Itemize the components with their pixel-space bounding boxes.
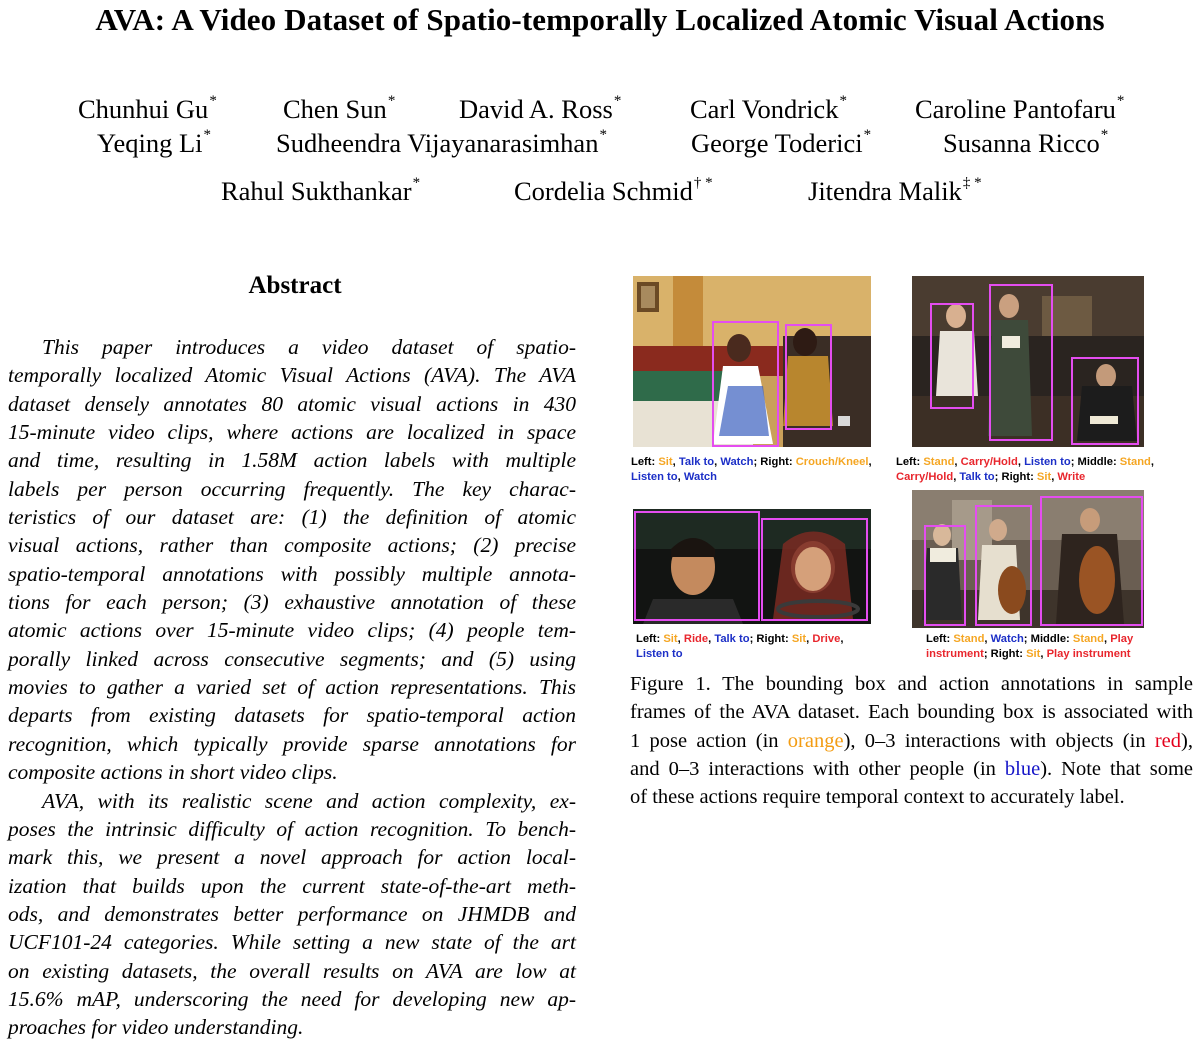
abstract-line: dataset densely annotates 80 atomic visual actions in 430: [8, 391, 576, 416]
caption-segment: ,: [1040, 647, 1047, 660]
author-name: Chunhui Gu*: [78, 93, 217, 124]
figure-caption-line: [630, 783, 1193, 811]
author-name: Susanna Ricco*: [943, 127, 1109, 158]
author-name: Carl Vondrick*: [690, 93, 847, 124]
caption-segment: Left:: [636, 633, 664, 645]
affiliation-mark: *: [1116, 93, 1125, 109]
caption-segment: Watch: [720, 456, 754, 468]
caption-segment: Talk to: [678, 456, 715, 468]
abstract-line: teristics of our dataset are: (1) the definition of atomic: [8, 505, 576, 530]
bounding-box: [924, 525, 966, 626]
figure-panel-4-image: [912, 490, 1144, 628]
panel-caption-line: [631, 455, 872, 470]
abstract-line: temporally localized Atomic Visual Actions (AVA). The AVA: [8, 363, 576, 388]
bounding-box: [975, 505, 1032, 626]
figure-panel-2-image: [912, 276, 1144, 447]
caption-segment: ),: [1181, 729, 1193, 752]
abstract-line: mark this, we present a novel approach for action local-: [8, 845, 576, 870]
caption-segment: Ride: [683, 633, 709, 645]
caption-segment: ; Right:: [983, 647, 1027, 660]
caption-segment: Listen to: [636, 647, 683, 660]
caption-segment: ; Right:: [753, 456, 796, 468]
caption-segment: ,: [714, 456, 721, 468]
caption-segment: ,: [806, 633, 813, 645]
author-name: Jitendra Malik‡ *: [808, 175, 982, 206]
caption-segment: Sit: [791, 633, 807, 645]
figure-caption-line: [630, 755, 1193, 783]
caption-segment: Crouch/Kneel: [795, 456, 869, 468]
caption-segment: ), 0–3 interactions with objects (in: [843, 729, 1155, 752]
author-name: Chen Sun*: [283, 93, 396, 124]
affiliation-mark: *: [203, 127, 212, 143]
affiliation-mark: *: [599, 127, 607, 143]
author-name: Cordelia Schmid† *: [514, 175, 713, 206]
caption-segment: Talk to: [714, 633, 750, 645]
panel-2-caption: [896, 455, 1154, 484]
bounding-box: [712, 321, 779, 447]
abstract-line: 15.6% mAP, underscoring the need for developing new ap-: [8, 986, 576, 1011]
affiliation-mark: ‡ *: [962, 175, 982, 191]
affiliation-mark: *: [209, 93, 217, 109]
caption-segment: Figure 1. The bounding box and action annotations in sample: [630, 673, 1193, 695]
caption-segment: ,: [840, 633, 844, 645]
caption-segment: ,: [1103, 633, 1111, 645]
affiliation-mark: *: [387, 93, 396, 109]
bounding-box: [930, 303, 974, 409]
caption-segment: Left:: [896, 456, 924, 468]
caption-segment: instrument: [926, 647, 984, 660]
bounding-box: [761, 518, 868, 621]
panel-caption-line: [896, 470, 1154, 485]
bounding-box: [989, 284, 1053, 441]
abstract-body: [8, 333, 576, 1042]
caption-segment: ,: [1017, 456, 1025, 468]
caption-segment: Carry/Hold: [960, 456, 1018, 468]
abstract-line: porally linked across consecutive segments; and (5) using: [8, 646, 576, 671]
caption-segment: Left:: [926, 633, 954, 645]
panel-caption-line: [636, 647, 843, 662]
caption-segment: Stand: [1072, 633, 1104, 645]
bounding-box: [634, 511, 760, 621]
author-row-1: [0, 94, 1200, 130]
panel-caption-line: [926, 647, 1133, 662]
abstract-line: departs from existing datasets for spatio-temporal action: [8, 703, 576, 728]
author-row-2: [0, 128, 1200, 164]
abstract-heading: Abstract: [248, 272, 342, 299]
caption-segment: Carry/Hold: [896, 470, 954, 483]
caption-segment: Left:: [631, 456, 659, 468]
abstract-line: and time, resulting in 1.58M action labels with multiple: [8, 448, 576, 473]
figure-panel-3-image: [633, 509, 871, 624]
bounding-box: [1071, 357, 1139, 445]
abstract-line: 15-minute video clips, where actions are localized in space: [8, 420, 576, 445]
figure-1-caption: [630, 670, 1193, 811]
caption-segment: Stand: [1119, 456, 1151, 468]
figure-panel-1-image: [633, 276, 871, 447]
caption-segment: ; Right:: [994, 470, 1037, 483]
panel-caption-line: [926, 632, 1133, 647]
caption-segment: ,: [954, 456, 961, 468]
panel-1-caption: [631, 455, 872, 484]
panel-caption-line: [636, 632, 843, 647]
caption-segment: ,: [1150, 456, 1154, 468]
caption-segment: Sit: [658, 456, 673, 468]
caption-segment: ,: [868, 456, 872, 468]
abstract-line: atomic actions over 15-minute video clips; (4) people tem-: [8, 618, 576, 643]
caption-segment: Sit: [1026, 647, 1041, 660]
caption-segment: frames of the AVA dataset. Each bounding box is associated with: [630, 701, 1193, 724]
abstract-line: This paper introduces a video dataset of spatio-: [42, 335, 576, 359]
caption-segment: Listen to: [1024, 456, 1071, 468]
paper-title: AVA: A Video Dataset of Spatio-temporally Localized Atomic Visual Actions: [95, 2, 1105, 37]
author-name: David A. Ross*: [459, 93, 622, 124]
caption-segment: Sit: [663, 633, 678, 645]
abstract-line: movies to gather a varied set of action representations. This: [8, 675, 576, 700]
caption-segment: ,: [1051, 470, 1058, 483]
abstract-line: composite actions in short video clips.: [8, 760, 338, 785]
abstract-line: recognition, which typically provide sparse annotations for: [8, 731, 576, 756]
caption-segment: 1 pose action (in: [630, 729, 788, 752]
abstract-line: spatio-temporal annotations with possibly multiple annota-: [8, 561, 576, 586]
caption-segment: ,: [677, 470, 684, 483]
figure-caption-line: [630, 698, 1193, 726]
author-row-3: [0, 176, 1200, 212]
abstract-line: poses the intrinsic difficulty of action recognition. To bench-: [8, 816, 576, 841]
author-name: Yeqing Li*: [97, 127, 212, 158]
caption-segment: Watch: [990, 633, 1024, 645]
caption-segment: Play instrument: [1046, 647, 1131, 660]
abstract-line: ization that builds upon the current state-of-the-art meth-: [8, 873, 576, 898]
caption-segment: ,: [677, 633, 684, 645]
bounding-box: [1040, 496, 1143, 626]
caption-segment: Watch: [683, 470, 717, 483]
abstract-line: ods, and demonstrates better performance on JHMDB and: [8, 901, 576, 926]
caption-segment: ,: [953, 470, 960, 483]
author-name: Rahul Sukthankar*: [221, 175, 421, 206]
affiliation-mark: † *: [693, 175, 713, 191]
caption-segment: ,: [708, 633, 715, 645]
caption-segment: ; Middle:: [1023, 633, 1073, 645]
caption-segment: of these actions require temporal context to accurately label.: [630, 786, 1125, 809]
author-name: Sudheendra Vijayanarasimhan*: [276, 127, 607, 158]
caption-segment: ; Middle:: [1070, 456, 1120, 468]
abstract-line: proaches for video understanding.: [8, 1015, 304, 1040]
affiliation-mark: *: [613, 93, 622, 109]
abstract-line: UCF101-24 categories. While setting a new state of the art: [8, 930, 576, 955]
panel-caption-line: [896, 455, 1154, 470]
figure-caption-line: [630, 670, 1193, 698]
caption-segment: ; Right:: [749, 633, 792, 645]
caption-segment: Stand: [953, 633, 985, 645]
affiliation-mark: *: [863, 127, 872, 143]
bounding-box: [785, 324, 832, 430]
caption-segment: blue: [1004, 757, 1041, 780]
figure-caption-line: [630, 727, 1193, 755]
panel-3-caption: [636, 632, 843, 661]
panel-caption-line: [631, 470, 872, 485]
caption-segment: ). Note that some: [1040, 757, 1193, 780]
caption-segment: and 0–3 interactions with other people (in: [630, 757, 1005, 780]
affiliation-mark: *: [412, 175, 421, 191]
author-name: George Toderici*: [691, 127, 872, 158]
abstract-line: labels per person occurring frequently. The key charac-: [8, 476, 576, 501]
caption-segment: Listen to: [631, 470, 678, 483]
abstract-line: on existing datasets, the overall results on AVA are low at: [8, 958, 576, 983]
abstract-line: AVA, with its realistic scene and action complexity, ex-: [42, 788, 576, 813]
caption-segment: ,: [672, 456, 679, 468]
caption-segment: red: [1154, 729, 1182, 752]
abstract-line: tions for each person; (3) exhaustive annotation of these: [8, 590, 576, 615]
panel-4-caption: [926, 632, 1133, 661]
caption-segment: Sit: [1036, 470, 1052, 483]
caption-segment: Talk to: [959, 470, 995, 483]
caption-segment: Stand: [923, 456, 955, 468]
caption-segment: orange: [787, 729, 844, 752]
abstract-line: visual actions, rather than composite actions; (2) precise: [8, 533, 576, 558]
affiliation-mark: *: [1100, 127, 1109, 143]
affiliation-mark: *: [839, 93, 847, 109]
caption-segment: Play: [1110, 633, 1134, 645]
caption-segment: Drive: [812, 633, 841, 645]
caption-segment: Write: [1057, 470, 1086, 483]
caption-segment: ,: [984, 633, 991, 645]
author-name: Caroline Pantofaru*: [915, 93, 1125, 124]
